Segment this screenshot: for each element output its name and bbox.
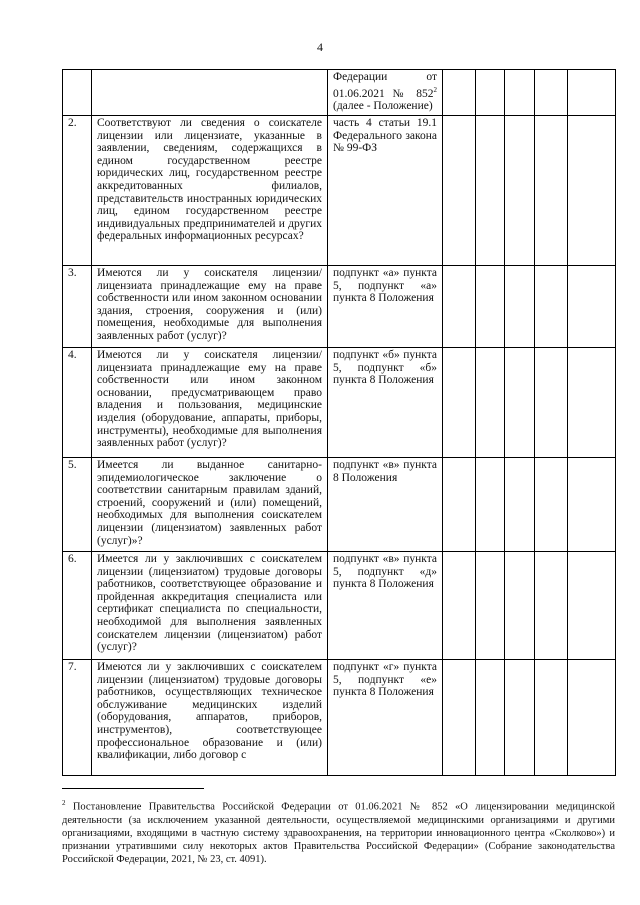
question-cell: [92, 70, 328, 116]
answer-cell[interactable]: [476, 660, 505, 776]
footnote-marker: 2: [62, 799, 66, 807]
question-cell: Имеются ли у заключивших с соискателем лицензии (лицензиатом) трудовые договоры работников, осуществляющих техническое обслуживание медицинских изделий (оборудования, аппаратов, приборов, инструментов), соответствующее профессиональное образование и (или) квалификации, либо договор с: [92, 660, 328, 776]
answer-cell[interactable]: [443, 70, 476, 116]
reference-cell: подпункт «в» пункта 5, подпункт «д» пункта 8 Положения: [328, 552, 443, 660]
question-cell: Соответствуют ли сведения о соискателе лицензии или лицензиате, указанные в заявлении, сведениям, содержащихся в едином государственном реестре юридических лиц, государственном реестре аккредитованных филиалов, представительств иностранных юридических лиц, едином государственном реестре индивидуальных предпринимателей и других федеральных информационных ресурсах?: [92, 116, 328, 266]
row-number: 6.: [63, 552, 92, 660]
reference-cell: часть 4 статьи 19.1 Федерального закона № 99-ФЗ: [328, 116, 443, 266]
answer-cell[interactable]: [476, 116, 505, 266]
table-row: [63, 458, 616, 552]
question-cell: Имеется ли выданное санитарно-эпидемиологическое заключение о соответствии санитарным правилам зданий, строений, сооружений и (или) помещений, необходимых для выполнения соискателем лицензии (лицензиатом) заявленных работ (услуг)»?: [92, 458, 328, 552]
answer-cell[interactable]: [535, 458, 568, 552]
page-number: 4: [317, 40, 323, 54]
question-cell: Имеются ли у соискателя лицензии/лицензиата принадлежащие ему на праве собственности или ином законном основании, предусматривающем право владения и пользования, медицинские изделия (оборудование, аппараты, приборы, инструменты), необходимые для выполнения заявленных работ (услуг)?: [92, 348, 328, 458]
answer-cell[interactable]: [476, 70, 505, 116]
checklist-table: [62, 69, 616, 776]
footnote-divider: [62, 788, 204, 789]
reference-cell: подпункт «г» пункта 5, подпункт «е» пункта 8 Положения: [328, 660, 443, 776]
reference-cell: подпункт «в» пункта 8 Положения: [328, 458, 443, 552]
row-number: [63, 70, 92, 116]
answer-cell[interactable]: [443, 458, 476, 552]
answer-cell[interactable]: [568, 552, 616, 660]
answer-cell[interactable]: [443, 116, 476, 266]
answer-cell[interactable]: [535, 552, 568, 660]
row-number: 5.: [63, 458, 92, 552]
answer-cell[interactable]: [568, 348, 616, 458]
row-number: 2.: [63, 116, 92, 266]
answer-cell[interactable]: [505, 458, 535, 552]
answer-cell[interactable]: [505, 116, 535, 266]
answer-cell[interactable]: [476, 552, 505, 660]
table-row: [63, 660, 616, 776]
answer-cell[interactable]: [568, 458, 616, 552]
row-number: 7.: [63, 660, 92, 776]
answer-cell[interactable]: [505, 348, 535, 458]
row-number: 4.: [63, 348, 92, 458]
answer-cell[interactable]: [535, 348, 568, 458]
question-cell: Имеется ли у заключивших с соискателем лицензии (лицензиатом) трудовые договоры работников, соответствующее образование и пройденная аккредитация специалиста или сертификат специалиста по специальности, необходимой для выполнения заявленных соискателем лицензии (лицензиатом) работ (услуг)?: [92, 552, 328, 660]
table-row: [63, 552, 616, 660]
question-cell: Имеются ли у соискателя лицензии/лицензиата принадлежащие ему на праве собственности или ином законном основании здания, строения, сооружения и (или) помещения, необходимые для выполнения заявленных работ (услуг)?: [92, 266, 328, 348]
table-row: [63, 348, 616, 458]
table-row: [63, 70, 616, 116]
answer-cell[interactable]: [505, 70, 535, 116]
reference-cell: Федерации от 01.06.2021 № $852^2$ (далее - Положение): [328, 70, 443, 116]
reference-cell: подпункт «б» пункта 5, подпункт «б» пункта 8 Положения: [328, 348, 443, 458]
row-number: 3.: [63, 266, 92, 348]
footnote-ref-marker: 2: [433, 85, 437, 94]
footnote: [62, 797, 615, 866]
answer-cell[interactable]: [535, 116, 568, 266]
answer-cell[interactable]: [476, 458, 505, 552]
answer-cell[interactable]: [505, 266, 535, 348]
answer-cell[interactable]: [476, 348, 505, 458]
answer-cell[interactable]: [443, 660, 476, 776]
table-row: [63, 266, 616, 348]
footnote-text: Постановление Правительства Российской Федерации от 01.06.2021 № 852 «О лицензировании медицинской деятельности (за исключением указанной деятельности, осуществляемой медицинскими организациями и другими организациями, входящими в частную систему здравоохранения, на территории инновационного центра «Сколково») и признании утратившими силу некоторых актов Правительства Российской Федерации» (Собрание законодательства Российской Федерации, 2021, № 23, ст. 4091).: [62, 801, 615, 865]
answer-cell[interactable]: [505, 552, 535, 660]
answer-cell[interactable]: [535, 660, 568, 776]
answer-cell[interactable]: [443, 348, 476, 458]
answer-cell[interactable]: [535, 70, 568, 116]
answer-cell[interactable]: [568, 266, 616, 348]
answer-cell[interactable]: [505, 660, 535, 776]
reference-cell: подпункт «а» пункта 5, подпункт «а» пункта 8 Положения: [328, 266, 443, 348]
table-row: [63, 116, 616, 266]
answer-cell[interactable]: [476, 266, 505, 348]
answer-cell[interactable]: [443, 266, 476, 348]
answer-cell[interactable]: [568, 70, 616, 116]
answer-cell[interactable]: [568, 660, 616, 776]
answer-cell[interactable]: [568, 116, 616, 266]
answer-cell[interactable]: [535, 266, 568, 348]
answer-cell[interactable]: [443, 552, 476, 660]
